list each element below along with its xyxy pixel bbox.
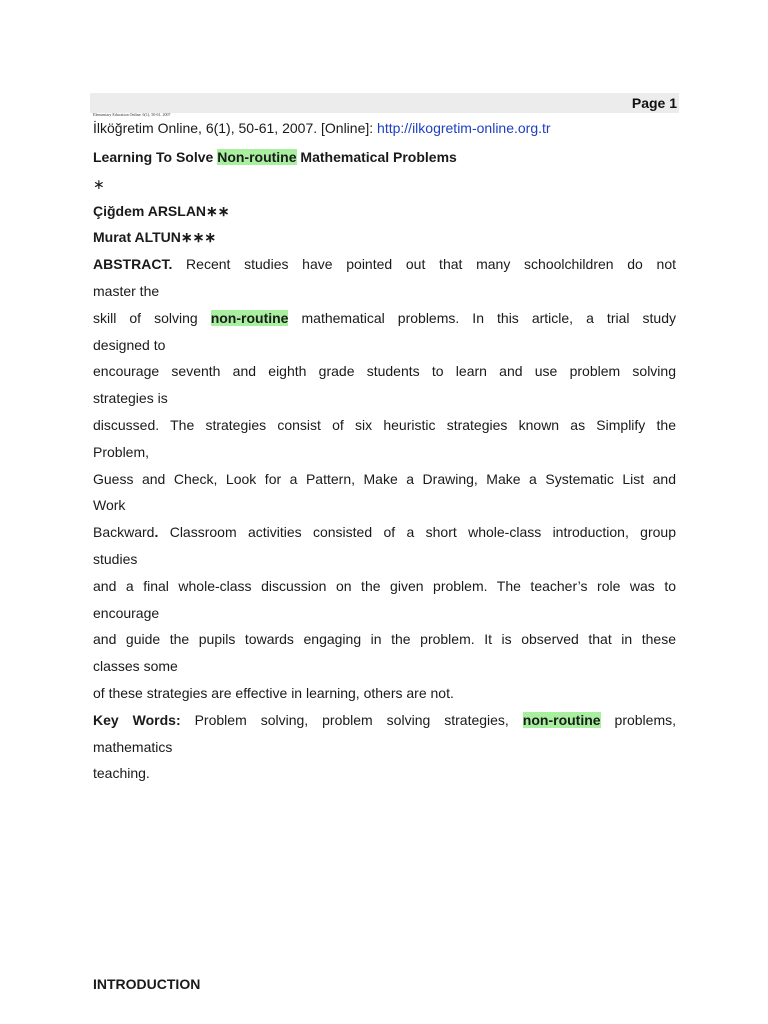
article-title: Learning To Solve Non-routine Mathematical Problems	[93, 149, 457, 165]
keywords-highlight: non-routine	[522, 711, 601, 728]
abstract-line-15: and guide the pupils towards engaging in the problem. It is observed that in these	[93, 631, 676, 648]
citation-text: İlköğretim Online, 6(1), 50-61, 2007. [Online]:	[93, 120, 378, 136]
footnote-mark: ∗	[93, 175, 105, 192]
abstract-line-4: designed to	[93, 336, 166, 353]
abstract-line-7: discussed. The strategies consist of six heuristic strategies known as Simplify the	[93, 416, 676, 433]
abstract-line-16: classes some	[93, 658, 178, 675]
article-body	[93, 144, 676, 787]
abstract-line-12: studies	[93, 550, 138, 567]
abstract-line-14: encourage	[93, 604, 160, 621]
keywords-line-2: mathematics	[93, 738, 173, 755]
title-highlight: Non-routine	[217, 149, 297, 165]
abstract-highlight: non-routine	[210, 309, 289, 326]
abstract-line-11: Backward. Classroom activities consisted of a short whole-class introduction, group	[93, 524, 676, 541]
section-heading-introduction: INTRODUCTION	[93, 976, 201, 992]
author-2: Murat ALTUN∗∗∗	[93, 229, 217, 246]
abstract-line-9: Guess and Check, Look for a Pattern, Make a Drawing, Make a Systematic List and	[93, 470, 676, 487]
abstract-label: ABSTRACT.	[93, 256, 173, 273]
abstract-line-13: and a final whole-class discussion on the given problem. The teacher’s role was to	[93, 577, 676, 594]
abstract-line-2: master the	[93, 282, 160, 299]
journal-link[interactable]: http://ilkogretim-online.org.tr	[377, 120, 551, 136]
citation-line	[93, 120, 551, 136]
keywords-line-1: Key Words: Problem solving, problem solving strategies, non-routine problems,	[93, 711, 677, 728]
abstract-line-5: encourage seventh and eighth grade students to learn and use problem solving	[93, 363, 676, 380]
abstract-line-8: Problem,	[93, 443, 150, 460]
abstract-line-1: ABSTRACT. Recent studies have pointed out that many schoolchildren do not	[93, 256, 676, 273]
abstract-line-17: of these strategies are effective in learning, others are not.	[93, 684, 454, 701]
abstract-line-6: strategies is	[93, 390, 168, 407]
running-header: Elementary Education Online, 6(1), 50-61, 2007	[93, 112, 171, 117]
page-number: Page 1	[631, 95, 677, 111]
abstract-line-10: Work	[93, 497, 126, 514]
keywords-label: Key Words:	[93, 711, 181, 728]
abstract-line-3: skill of solving non-routine mathematical problems. In this article, a trial study	[93, 309, 676, 326]
keywords-line-3: teaching.	[93, 765, 150, 782]
page-header-bar	[90, 93, 679, 117]
author-1: Çiğdem ARSLAN∗∗	[93, 202, 230, 219]
